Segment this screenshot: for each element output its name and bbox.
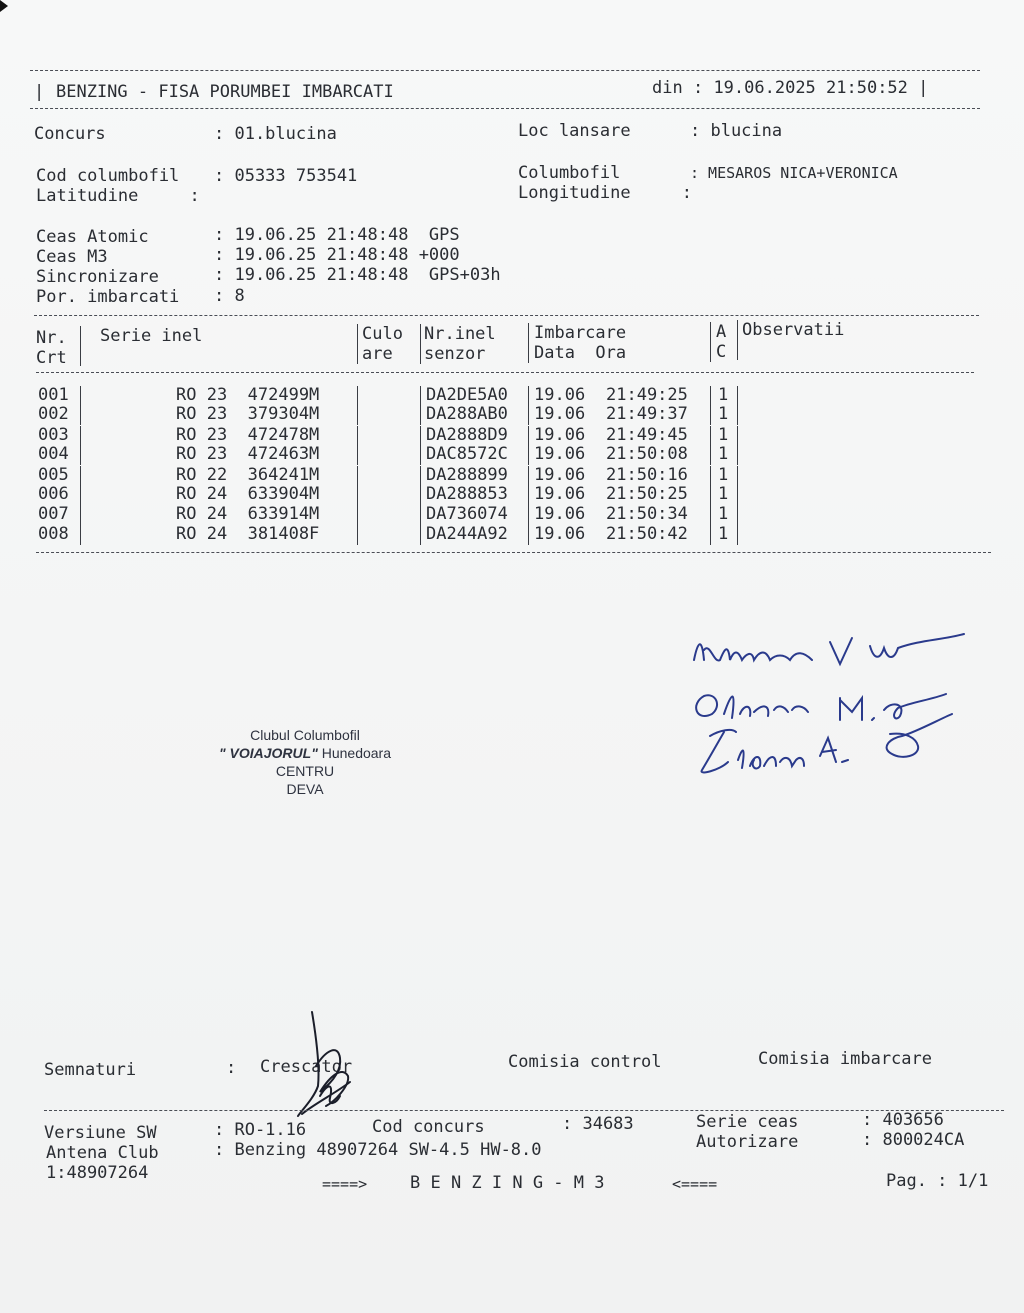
row-ac: 1: [718, 425, 729, 445]
antena-id: 1:48907264: [46, 1163, 149, 1183]
versiune-sw-label: Versiune SW: [44, 1123, 157, 1143]
porumbei-imbarcati-label: Por. imbarcati: [36, 287, 180, 307]
col-separator: [80, 386, 81, 406]
col-separator: [737, 426, 738, 446]
col-separator: [710, 322, 711, 362]
col-separator: [737, 525, 738, 545]
row-ora: 21:49:25: [606, 385, 688, 405]
col-separator: [710, 505, 711, 525]
row-data: 19.06: [534, 385, 586, 405]
cod-columbofil-value: : 05333 753541: [214, 166, 358, 186]
divider: [36, 372, 974, 373]
concurs-value: : 01.blucina: [214, 124, 337, 144]
row-nr: 004: [38, 444, 69, 464]
divider: [44, 1110, 1004, 1111]
row-senzor: DA244A92: [426, 524, 508, 544]
sincronizare-label: Sincronizare: [36, 267, 159, 287]
col-ac-line1: A: [716, 322, 727, 342]
row-serie-inel: RO 24 381408F: [176, 524, 320, 544]
col-separator: [80, 326, 81, 366]
row-ac: 1: [718, 444, 729, 464]
col-separator: [357, 525, 358, 545]
loc-lansare-label: Loc lansare: [518, 121, 631, 141]
row-ora: 21:50:08: [606, 444, 688, 464]
col-separator: [420, 405, 421, 425]
col-separator: [357, 426, 358, 446]
porumbei-imbarcati-value: : 8: [214, 286, 245, 306]
col-imbarcare-data-ora: Data Ora: [534, 343, 627, 363]
col-separator: [420, 386, 421, 406]
col-culoare-line1: Culo: [362, 324, 403, 344]
col-separator: [737, 466, 738, 486]
col-separator: [528, 505, 529, 525]
footer-brand-arrow-left: ====>: [322, 1175, 368, 1193]
columbofil-value: : MESAROS NICA+VERONICA: [690, 164, 898, 182]
col-separator: [357, 445, 358, 465]
row-ac: 1: [718, 465, 729, 485]
row-ac: 1: [718, 404, 729, 424]
col-culoare-line2: are: [362, 344, 393, 364]
col-separator: [737, 505, 738, 525]
col-separator: [737, 445, 738, 465]
col-separator: [420, 324, 421, 364]
col-separator: [420, 445, 421, 465]
document-title: BENZING - FISA PORUMBEI IMBARCATI: [56, 82, 394, 102]
header-left-bar: |: [34, 82, 45, 102]
row-ora: 21:49:37: [606, 404, 688, 424]
col-separator: [528, 445, 529, 465]
row-senzor: DAC8572C: [426, 444, 508, 464]
loc-lansare-value: : blucina: [690, 121, 783, 141]
row-ora: 21:50:42: [606, 524, 688, 544]
divider: [34, 315, 979, 316]
ceas-m3-value: : 19.06.25 21:48:48 +000: [214, 245, 460, 265]
columbofil-label: Columbofil: [518, 163, 621, 183]
col-separator: [710, 485, 711, 505]
row-serie-inel: RO 23 379304M: [176, 404, 320, 424]
handwritten-commission-names-signature: [680, 620, 980, 790]
col-separator: [420, 525, 421, 545]
col-separator: [528, 405, 529, 425]
row-serie-inel: RO 24 633904M: [176, 484, 320, 504]
autorizare-label: Autorizare: [696, 1132, 799, 1152]
antena-club-value: : Benzing 48907264 SW-4.5 HW-8.0: [214, 1140, 542, 1160]
cod-columbofil-label: Cod columbofil: [36, 166, 180, 186]
row-serie-inel: RO 22 364241M: [176, 465, 320, 485]
semnaturi-colon: :: [226, 1058, 237, 1078]
row-data: 19.06: [534, 444, 586, 464]
col-separator: [737, 485, 738, 505]
col-serie-inel: Serie inel: [100, 326, 203, 346]
club-stamp-line4: DEVA: [286, 781, 324, 797]
row-ac: 1: [718, 524, 729, 544]
sincronizare-value: : 19.06.25 21:48:48 GPS+03h: [214, 265, 501, 285]
crescator-signature: [290, 1006, 370, 1126]
col-separator: [420, 485, 421, 505]
col-separator: [80, 485, 81, 505]
row-data: 19.06: [534, 484, 586, 504]
semnaturi-label: Semnaturi: [44, 1060, 137, 1080]
col-separator: [80, 525, 81, 545]
col-nr-inel-line2: senzor: [424, 344, 486, 364]
divider: [30, 108, 980, 109]
col-separator: [528, 323, 529, 363]
col-separator: [528, 386, 529, 406]
col-separator: [737, 405, 738, 425]
row-senzor: DA2888D9: [426, 425, 508, 445]
club-stamp-line2: " VOIAJORUL" Hunedoara: [218, 745, 391, 761]
corner-arrow-icon: [0, 0, 8, 12]
col-separator: [710, 525, 711, 545]
col-separator: [737, 386, 738, 406]
col-separator: [710, 426, 711, 446]
col-separator: [80, 505, 81, 525]
row-data: 19.06: [534, 465, 586, 485]
comisia-imbarcare-label: Comisia imbarcare: [758, 1049, 932, 1069]
document-datetime: din : 19.06.2025 21:50:52 |: [652, 78, 929, 98]
cod-concurs-value: : 34683: [562, 1114, 634, 1134]
row-ac: 1: [718, 385, 729, 405]
row-data: 19.06: [534, 524, 586, 544]
row-serie-inel: RO 23 472478M: [176, 425, 320, 445]
col-separator: [710, 466, 711, 486]
row-ac: 1: [718, 484, 729, 504]
col-ac-line2: C: [716, 342, 727, 362]
footer-brand: B E N Z I N G - M 3: [410, 1173, 605, 1193]
row-data: 19.06: [534, 425, 586, 445]
antena-club-label: Antena Club: [46, 1143, 159, 1163]
col-nr-line1: Nr.: [36, 328, 67, 348]
autorizare-value: : 800024CA: [862, 1130, 965, 1150]
club-stamp-line3: CENTRU: [275, 763, 335, 779]
divider: [36, 552, 991, 553]
col-separator: [357, 466, 358, 486]
col-separator: [420, 466, 421, 486]
col-separator: [710, 405, 711, 425]
ceas-atomic-label: Ceas Atomic: [36, 227, 149, 247]
row-ora: 21:49:45: [606, 425, 688, 445]
row-ac: 1: [718, 504, 729, 524]
row-senzor: DA288853: [426, 484, 508, 504]
serie-ceas-value: : 403656: [862, 1110, 944, 1130]
col-separator: [357, 505, 358, 525]
ceas-m3-label: Ceas M3: [36, 247, 108, 267]
row-senzor: DA2DE5A0: [426, 385, 508, 405]
club-stamp-line1: Clubul Columbofil: [250, 727, 360, 743]
col-observatii: Observatii: [742, 320, 845, 340]
row-nr: 008: [38, 524, 69, 544]
col-separator: [357, 324, 358, 364]
row-nr: 006: [38, 484, 69, 504]
row-serie-inel: RO 24 633914M: [176, 504, 320, 524]
col-imbarcare: Imbarcare: [534, 323, 627, 343]
cod-concurs-label: Cod concurs: [372, 1117, 485, 1137]
col-separator: [80, 445, 81, 465]
col-nr-inel-line1: Nr.inel: [424, 324, 496, 344]
col-nr-line2: Crt: [36, 348, 67, 368]
row-nr: 007: [38, 504, 69, 524]
row-serie-inel: RO 23 472463M: [176, 444, 320, 464]
col-separator: [528, 466, 529, 486]
club-stamp: [190, 726, 420, 798]
concurs-label: Concurs: [34, 124, 106, 144]
col-separator: [528, 426, 529, 446]
divider: [30, 70, 980, 71]
col-separator: [420, 505, 421, 525]
col-separator: [710, 445, 711, 465]
comisia-control-label: Comisia control: [508, 1052, 662, 1072]
row-senzor: DA736074: [426, 504, 508, 524]
col-separator: [528, 485, 529, 505]
serie-ceas-label: Serie ceas: [696, 1112, 799, 1132]
col-separator: [357, 405, 358, 425]
crescator-label: Crescator: [260, 1057, 353, 1077]
ceas-atomic-value: : 19.06.25 21:48:48 GPS: [214, 225, 460, 245]
row-nr: 005: [38, 465, 69, 485]
col-separator: [80, 405, 81, 425]
row-nr: 003: [38, 425, 69, 445]
longitudine-label: Longitudine :: [518, 183, 692, 203]
col-separator: [80, 466, 81, 486]
footer-brand-arrow-right: <====: [672, 1175, 718, 1193]
row-serie-inel: RO 23 472499M: [176, 385, 320, 405]
row-senzor: DA288899: [426, 465, 508, 485]
col-separator: [357, 485, 358, 505]
latitudine-label: Latitudine :: [36, 186, 200, 206]
row-ora: 21:50:25: [606, 484, 688, 504]
versiune-sw-value: : RO-1.16: [214, 1120, 307, 1140]
row-nr: 002: [38, 404, 69, 424]
col-separator: [80, 426, 81, 446]
page-number: Pag. : 1/1: [886, 1171, 989, 1191]
row-nr: 001: [38, 385, 69, 405]
row-data: 19.06: [534, 404, 586, 424]
col-separator: [528, 525, 529, 545]
row-ora: 21:50:34: [606, 504, 688, 524]
row-ora: 21:50:16: [606, 465, 688, 485]
col-separator: [737, 320, 738, 360]
col-separator: [710, 386, 711, 406]
row-senzor: DA288AB0: [426, 404, 508, 424]
col-separator: [357, 386, 358, 406]
row-data: 19.06: [534, 504, 586, 524]
col-separator: [420, 426, 421, 446]
